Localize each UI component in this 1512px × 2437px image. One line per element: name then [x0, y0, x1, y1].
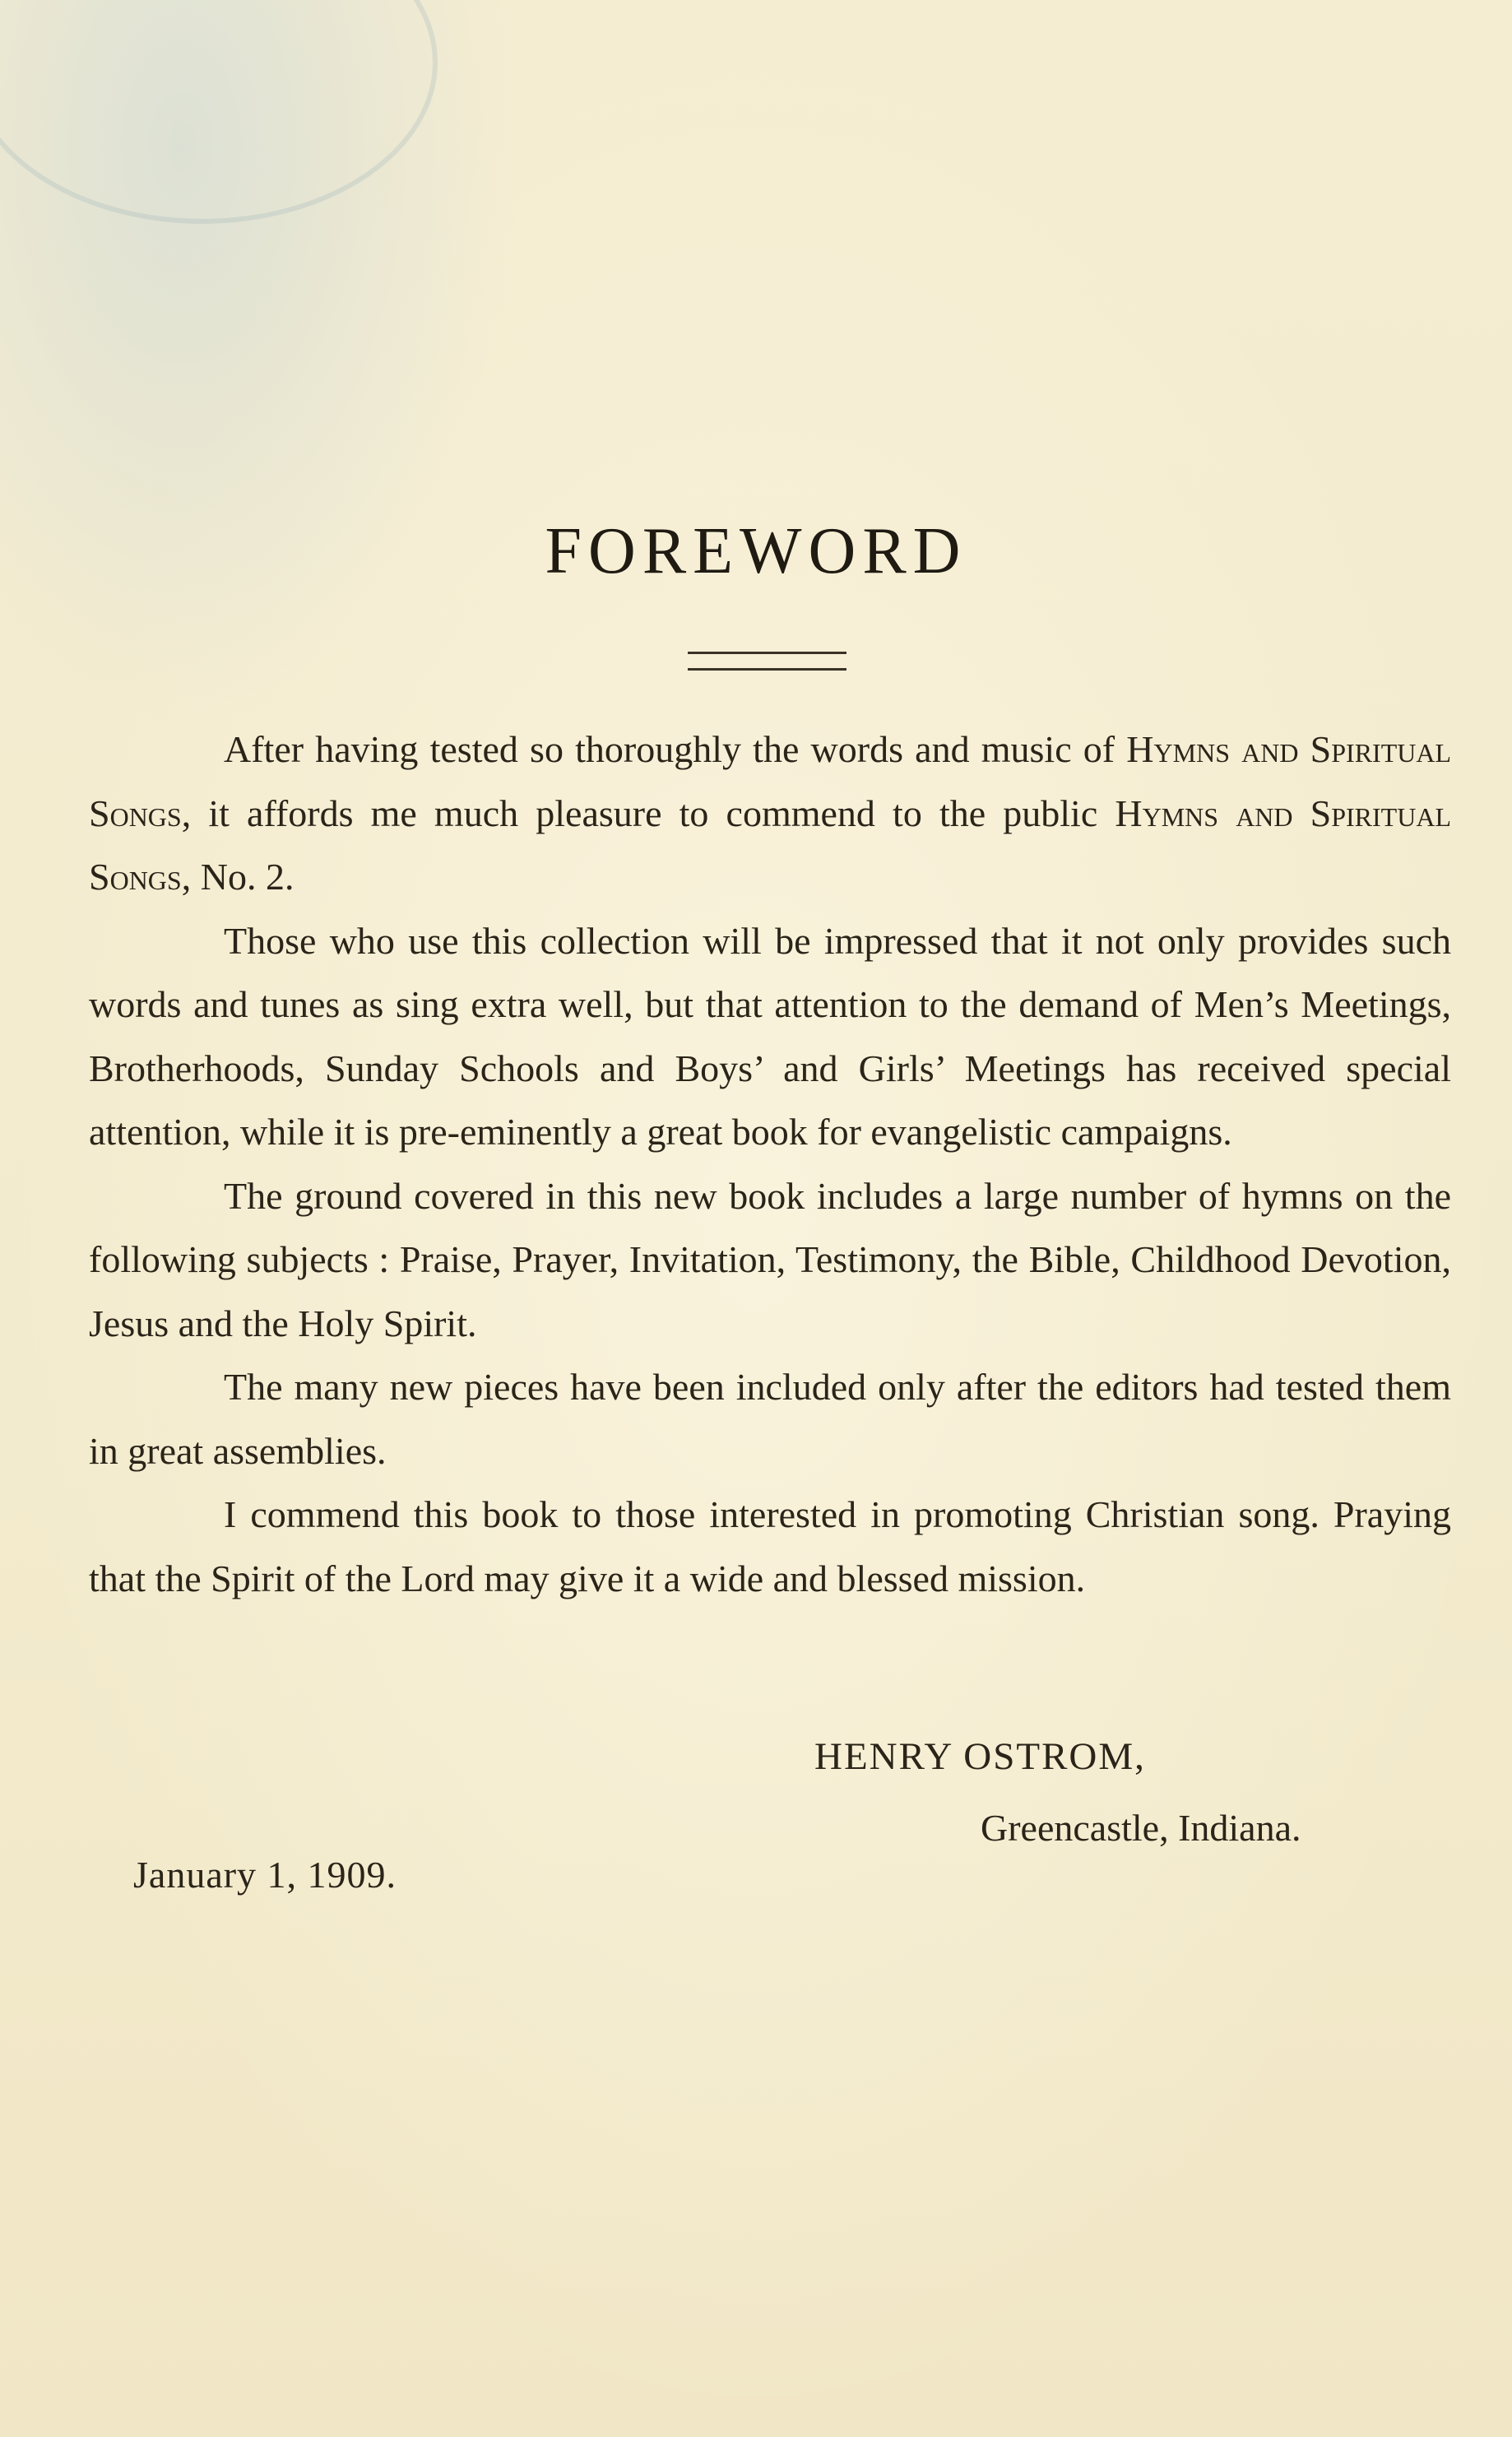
paragraph-1: After having tested so thoroughly the words and music of Hymns and Spiritual Songs, it affords me much pleasure to commend to the public Hymns and Spiritual Songs, No. 2. — [89, 728, 1452, 898]
paragraph-4: The many new pieces have been included only after the editors had tested them in great assemblies. — [89, 1366, 1451, 1472]
book-title-reference: Hymns and Spiritual Songs — [89, 791, 1451, 898]
faded-library-stamp — [0, 0, 438, 224]
author-location: Greencastle, Indiana. — [981, 1807, 1301, 1849]
page-title: FOREWORD — [545, 515, 967, 587]
foreword-date: January 1, 1909. — [133, 1854, 397, 1896]
foreword-body — [89, 717, 1451, 1610]
paragraph-3: The ground covered in this new book includes a large number of hymns on the following subjects : Praise, Prayer, Invitation, Testimony, the Bible, Childhood Devotion, Jesus and the Holy Spirit. — [89, 1174, 1451, 1344]
title-divider-bottom — [688, 668, 846, 671]
author-signature: HENRY OSTROM, — [814, 1735, 1146, 1778]
title-divider-top — [688, 652, 846, 654]
book-title-reference: Hymns and Spiritual Songs — [89, 728, 1452, 834]
paragraph-2: Those who use this collection will be impressed that it not only provides such words and tunes as sing extra well, but that attention to the demand of Men’s Meetings, Brotherhoods, Sunday Schools and Boys’ and Girls’ Meetings has received special attention, while it is pre-eminently a great book for evangelistic campaigns. — [89, 919, 1451, 1153]
paragraph-5: I commend this book to those interested in promoting Christian song. Praying that the Spirit of the Lord may give it a wide and blessed mission. — [89, 1493, 1451, 1599]
